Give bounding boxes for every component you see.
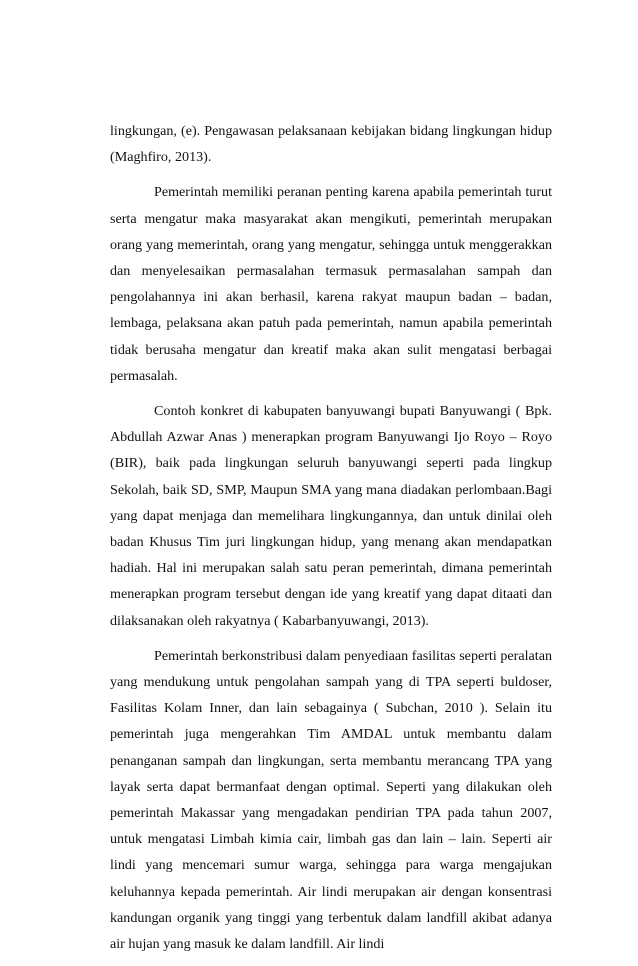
- paragraph-peran-pemerintah: Pemerintah memiliki peranan penting karena apabila pemerintah turut serta mengatur maka masyarakat akan mengikuti, pemerintah merupakan orang yang memerintah, orang yang mengatur, sehingga untuk menggerakkan dan menyelesaikan permasalahan termasuk permasalahan sampah dan pengolahannya ini akan berhasil, karena rakyat maupun badan – badan, lembaga, pelaksana akan patuh pada pemerintah, namun apabila pemerintah tidak berusaha mengatur dan kreatif maka akan sulit mengatasi berbagai permasalah.: [110, 184, 552, 384]
- paragraph-contoh-banyuwangi: Contoh konkret di kabupaten banyuwangi bupati Banyuwangi ( Bpk. Abdullah Azwar Anas ) menerapkan program Banyuwangi Ijo Royo – Royo (BIR), baik pada lingkungan seluruh banyuwangi seperti pada lingkup Sekolah, baik SD, SMP, Maupun SMA yang mana diadakan perlombaan.Bagi yang dapat menjaga dan memelihara lingkungannya, dan untuk dinilai oleh badan Khusus Tim juri lingkungan hidup, yang menang akan mendapatkan hadiah. Hal ini merupakan salah satu peran pemerintah, dimana pemerintah menerapkan program tersebut dengan ide yang kreatif yang dapat ditaati dan dilaksanakan oleh rakyatnya ( Kabarbanyuwangi, 2013).: [110, 403, 552, 629]
- body-text: [110, 118, 552, 966]
- paragraph-continuation: lingkungan, (e). Pengawasan pelaksanaan kebijakan bidang lingkungan hidup (Maghfiro, 2013).: [110, 123, 552, 166]
- paragraph-kontribusi-fasilitas: Pemerintah berkonstribusi dalam penyediaan fasilitas seperti peralatan yang mendukung untuk pengolahan sampah yang di TPA seperti buldoser, Fasilitas Kolam Inner, dan lain sebagainya ( Subchan, 2010 ). Selain itu pemerintah juga mengerahkan Tim AMDAL untuk membantu dalam penanganan sampah dan lingkungan, serta membantu merancang TPA yang layak serta dapat bermanfaat dengan optimal. Seperti yang dilakukan oleh pemerintah Makassar yang mengadakan pendirian TPA pada tahun 2007, untuk mengatasi Limbah kimia cair, limbah gas dan lain – lain. Seperti air lindi yang mencemari sumur warga, sehingga para warga mengajukan keluhannya kepada pemerintah. Air lindi merupakan air dengan konsentrasi kandungan organik yang tinggi yang terbentuk dalam landfill akibat adanya air hujan yang masuk ke dalam landfill. Air lindi: [110, 647, 552, 953]
